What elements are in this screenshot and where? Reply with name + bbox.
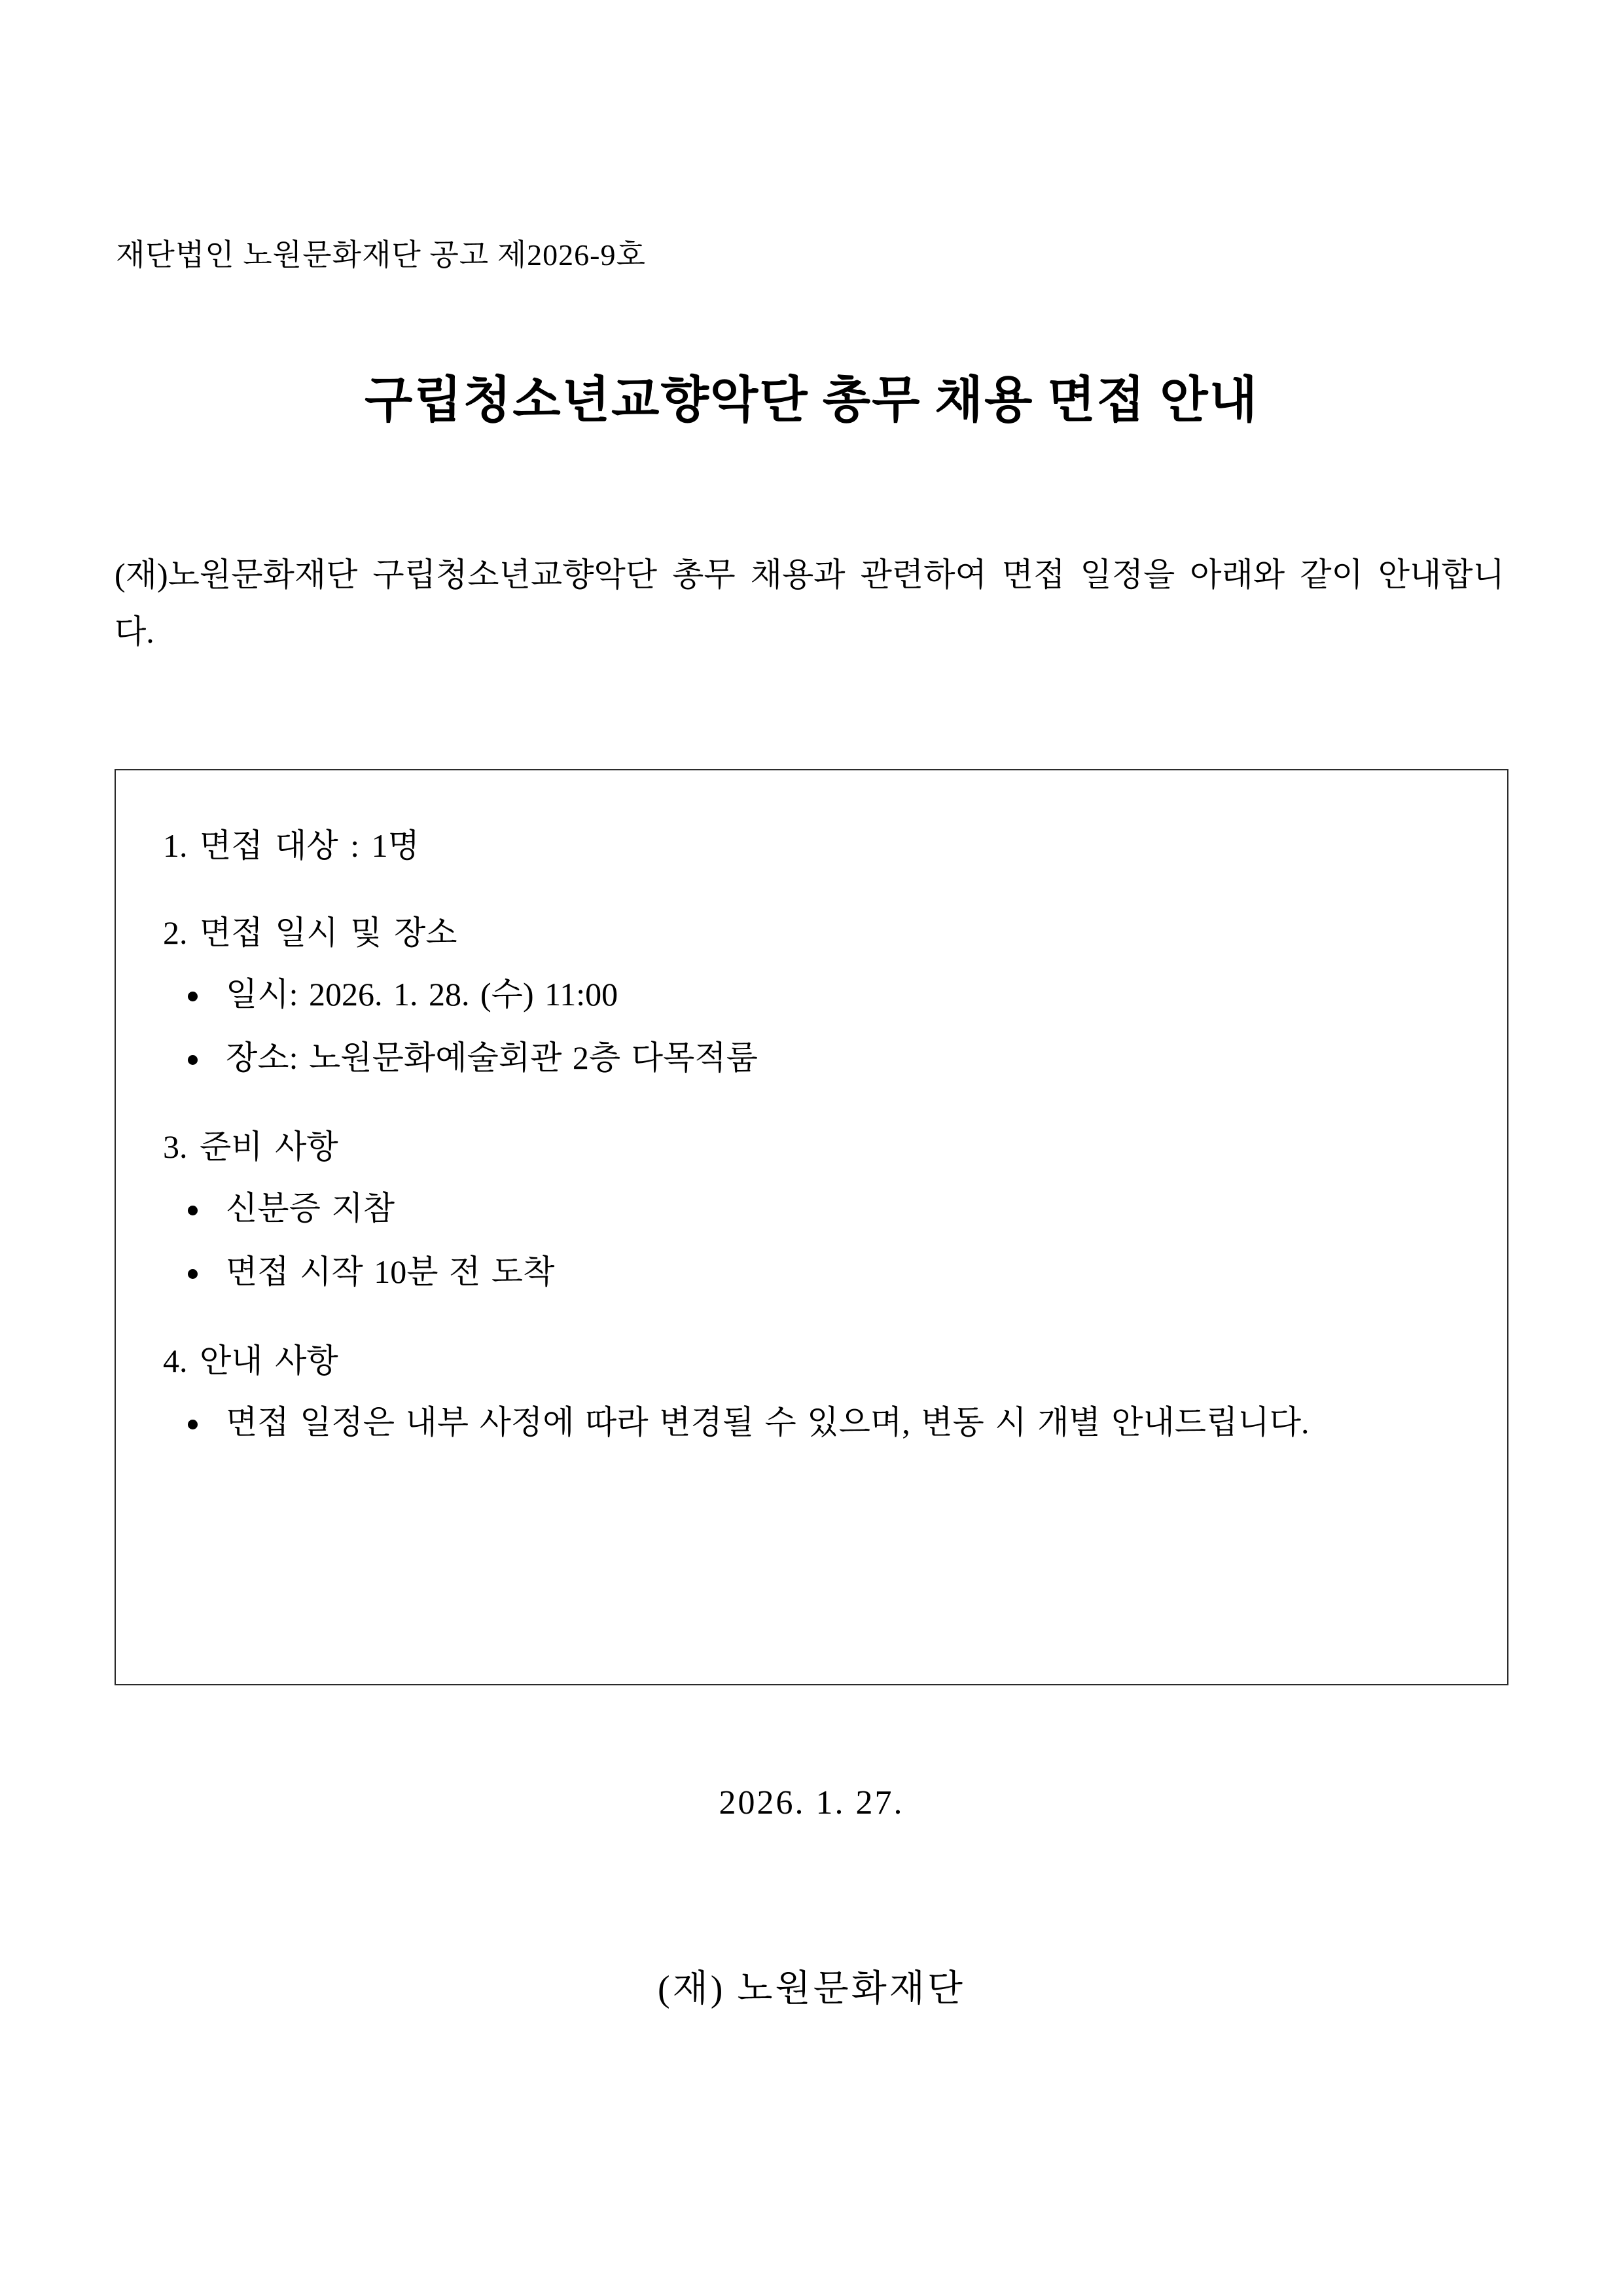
document-number: 재단법인 노원문화재단 공고 제2026-9호 bbox=[116, 238, 646, 272]
section-interview-target bbox=[163, 821, 1460, 870]
section-bullet-list bbox=[163, 1396, 1460, 1449]
page-title: 구립청소년교향악단 총무 채용 면접 안내 bbox=[364, 372, 1259, 428]
issue-date: 2026. 1. 27. bbox=[719, 1784, 904, 1821]
section-bullet-list bbox=[163, 968, 1460, 1085]
section-interview-schedule bbox=[163, 908, 1460, 1085]
section-heading: 2. 면접 일시 및 장소 bbox=[163, 914, 457, 951]
list-item: 장소: 노원문화예술회관 2층 다목적룸 bbox=[163, 1031, 1460, 1085]
section-heading: 3. 준비 사항 bbox=[163, 1128, 338, 1165]
section-preparation bbox=[163, 1122, 1460, 1299]
section-heading: 1. 면접 대상 : 1명 bbox=[163, 827, 419, 864]
section-notes bbox=[163, 1336, 1460, 1449]
list-item: 신분증 지참 bbox=[163, 1182, 1460, 1235]
intro-paragraph: (재)노원문화재단 구립청소년교향악단 총무 채용과 관련하여 면접 일정을 아래와 같이 안내합니다. bbox=[115, 556, 1505, 651]
section-bullet-list bbox=[163, 1182, 1460, 1299]
section-heading: 4. 안내 사항 bbox=[163, 1342, 338, 1379]
list-item: 일시: 2026. 1. 28. (수) 11:00 bbox=[163, 968, 1460, 1021]
list-item: 면접 시작 10분 전 도착 bbox=[163, 1246, 1460, 1299]
notice-box bbox=[115, 769, 1508, 1685]
list-item: 면접 일정은 내부 사정에 따라 변경될 수 있으며, 변동 시 개별 안내드립니다. bbox=[163, 1396, 1460, 1449]
issuer-name: (재) 노원문화재단 bbox=[658, 1968, 965, 2009]
